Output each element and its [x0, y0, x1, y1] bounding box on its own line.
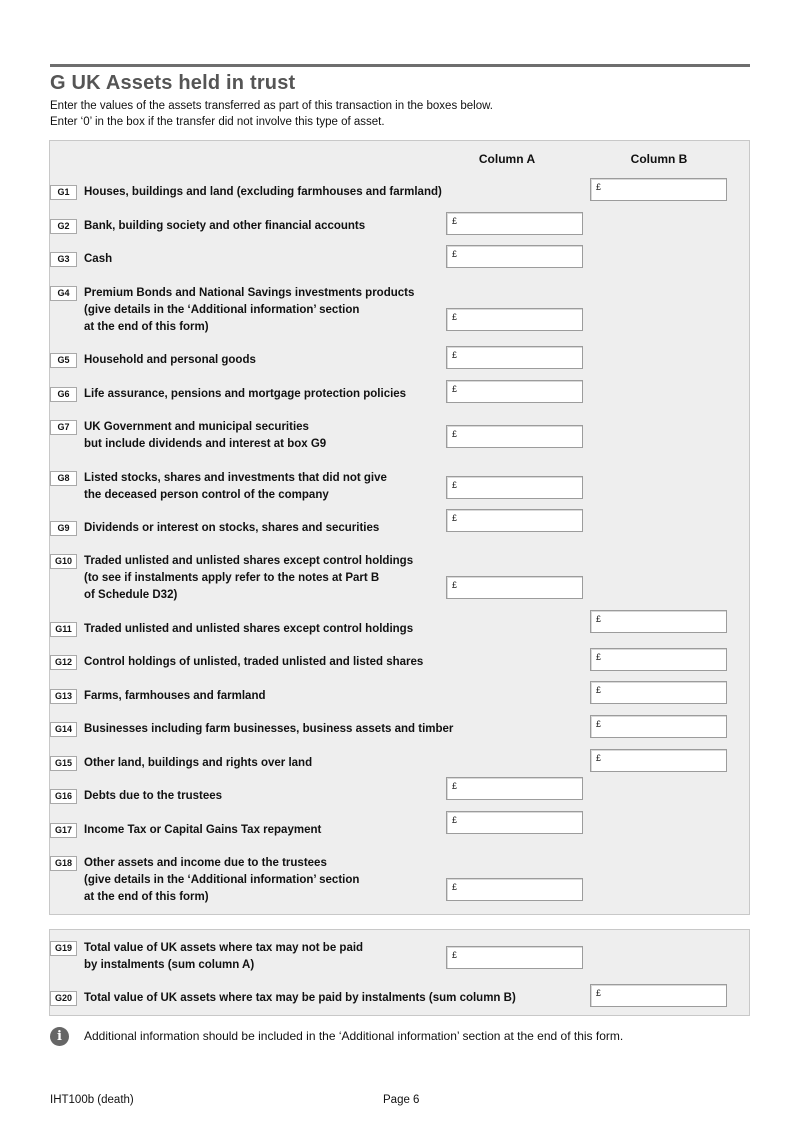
amount-field-g10[interactable]: [446, 576, 583, 599]
row-label-g20: [84, 990, 516, 1007]
label-line: Other assets and income due to the trustees: [84, 857, 327, 869]
label-line: at the end of this form): [84, 320, 209, 333]
box-code-g10: G10: [50, 554, 77, 569]
currency-symbol: £: [452, 781, 458, 791]
box-code-g6: G6: [50, 387, 77, 402]
label-line: Household and personal goods: [84, 354, 256, 366]
label-line: Total value of UK assets where tax may be paid by instalments (sum column B): [84, 992, 516, 1004]
label-line: UK Government and municipal securities: [84, 421, 309, 433]
label-line: of Schedule D32): [84, 588, 178, 601]
currency-symbol: £: [596, 182, 602, 192]
row-label-g5: [84, 352, 256, 369]
label-line: Houses, buildings and land (excluding farmhouses and farmland): [84, 186, 442, 198]
row-label-g10: [84, 553, 413, 603]
amount-field-g12[interactable]: [590, 648, 727, 671]
section-intro: [50, 99, 493, 130]
box-code-g1: G1: [50, 185, 77, 200]
currency-symbol: £: [596, 614, 602, 624]
form-reference: IHT100b (death): [50, 1094, 134, 1106]
label-line: Life assurance, pensions and mortgage protection policies: [84, 388, 407, 400]
currency-symbol: £: [596, 652, 602, 662]
label-line: Businesses including farm businesses, business assets and timber: [84, 723, 454, 735]
label-line: Cash: [84, 253, 113, 265]
amount-field-g17[interactable]: [446, 811, 583, 834]
box-code-g20: G20: [50, 991, 77, 1006]
label-line: at the end of this form): [84, 890, 209, 903]
amount-field-g19[interactable]: [446, 946, 583, 969]
currency-symbol: £: [452, 429, 458, 439]
row-label-g4: [84, 285, 414, 335]
amount-field-g20[interactable]: [590, 984, 727, 1007]
box-code-g19: G19: [50, 941, 77, 956]
amount-field-g5[interactable]: [446, 346, 583, 369]
amount-field-g13[interactable]: [590, 681, 727, 704]
currency-symbol: £: [452, 350, 458, 360]
box-code-g16: G16: [50, 789, 77, 804]
page-number: Page 6: [383, 1094, 420, 1106]
row-label-g3: [84, 251, 112, 268]
row-label-g13: [84, 688, 266, 705]
label-line: Total value of UK assets where tax may not be paid: [84, 942, 364, 954]
box-code-g3: G3: [50, 252, 77, 267]
currency-symbol: £: [452, 480, 458, 490]
currency-symbol: £: [452, 950, 458, 960]
row-label-g1: [84, 184, 442, 201]
amount-field-g8[interactable]: [446, 476, 583, 499]
intro-line: Enter ‘0’ in the box if the transfer did not involve this type of asset.: [50, 115, 385, 128]
amount-field-g3[interactable]: [446, 245, 583, 268]
amount-field-g11[interactable]: [590, 610, 727, 633]
column-a-header: Column A: [478, 152, 536, 166]
box-code-g15: G15: [50, 756, 77, 771]
row-label-g6: [84, 386, 406, 403]
label-line: Traded unlisted and unlisted shares except control holdings: [84, 623, 414, 635]
currency-symbol: £: [452, 882, 458, 892]
currency-symbol: £: [596, 685, 602, 695]
currency-symbol: £: [452, 815, 458, 825]
box-code-g13: G13: [50, 689, 77, 704]
currency-symbol: £: [596, 988, 602, 998]
label-line: Control holdings of unlisted, traded unlisted and listed shares: [84, 656, 424, 668]
row-label-g15: [84, 755, 312, 772]
currency-symbol: £: [452, 312, 458, 322]
amount-field-g14[interactable]: [590, 715, 727, 738]
currency-symbol: £: [452, 384, 458, 394]
box-code-g18: G18: [50, 856, 77, 871]
row-label-g8: [84, 470, 387, 504]
box-code-g5: G5: [50, 353, 77, 368]
row-label-g11: [84, 621, 413, 638]
box-code-g7: G7: [50, 420, 77, 435]
amount-field-g2[interactable]: [446, 212, 583, 235]
box-code-g9: G9: [50, 521, 77, 536]
label-line: Premium Bonds and National Savings investments products: [84, 287, 415, 299]
amount-field-g9[interactable]: [446, 509, 583, 532]
box-code-g14: G14: [50, 722, 77, 737]
label-line: Traded unlisted and unlisted shares except control holdings: [84, 555, 414, 567]
row-label-g19: [84, 940, 363, 974]
row-label-g7: [84, 419, 326, 453]
label-line: (give details in the ‘Additional information’ section: [84, 873, 360, 886]
info-note: Additional information should be included in the ‘Additional information’ section at the end of this form.: [84, 1029, 624, 1043]
intro-line: Enter the values of the assets transferred as part of this transaction in the boxes below.: [50, 100, 493, 112]
currency-symbol: £: [452, 580, 458, 590]
amount-field-g18[interactable]: [446, 878, 583, 901]
label-line: (give details in the ‘Additional information’ section: [84, 303, 360, 316]
box-code-g12: G12: [50, 655, 77, 670]
amount-field-g7[interactable]: [446, 425, 583, 448]
label-line: (to see if instalments apply refer to the notes at Part B: [84, 571, 380, 584]
label-line: Listed stocks, shares and investments that did not give: [84, 472, 387, 484]
label-line: the deceased person control of the company: [84, 488, 329, 501]
label-line: by instalments (sum column A): [84, 958, 255, 971]
amount-field-g1[interactable]: [590, 178, 727, 201]
info-icon: i: [50, 1027, 69, 1046]
row-label-g17: [84, 822, 321, 839]
box-code-g11: G11: [50, 622, 77, 637]
amount-field-g16[interactable]: [446, 777, 583, 800]
amount-field-g6[interactable]: [446, 380, 583, 403]
row-label-g12: [84, 654, 423, 671]
box-code-g17: G17: [50, 823, 77, 838]
label-line: but include dividends and interest at box G9: [84, 437, 327, 450]
section-title: G UK Assets held in trust: [50, 72, 296, 94]
box-code-g2: G2: [50, 219, 77, 234]
label-line: Income Tax or Capital Gains Tax repayment: [84, 824, 322, 836]
label-line: Debts due to the trustees: [84, 790, 223, 802]
box-code-g8: G8: [50, 471, 77, 486]
row-label-g18: [84, 855, 359, 905]
label-line: Other land, buildings and rights over land: [84, 757, 313, 769]
currency-symbol: £: [596, 719, 602, 729]
label-line: Dividends or interest on stocks, shares and securities: [84, 522, 380, 534]
section-divider: [50, 64, 750, 67]
row-label-g16: [84, 788, 222, 805]
amount-field-g4[interactable]: [446, 308, 583, 331]
row-label-g14: [84, 721, 453, 738]
row-label-g2: [84, 218, 365, 235]
currency-symbol: £: [452, 216, 458, 226]
column-b-header: Column B: [630, 152, 688, 166]
currency-symbol: £: [452, 513, 458, 523]
label-line: Farms, farmhouses and farmland: [84, 690, 266, 702]
row-label-g9: [84, 520, 379, 537]
amount-field-g15[interactable]: [590, 749, 727, 772]
currency-symbol: £: [596, 753, 602, 763]
currency-symbol: £: [452, 249, 458, 259]
label-line: Bank, building society and other financial accounts: [84, 220, 366, 232]
box-code-g4: G4: [50, 286, 77, 301]
